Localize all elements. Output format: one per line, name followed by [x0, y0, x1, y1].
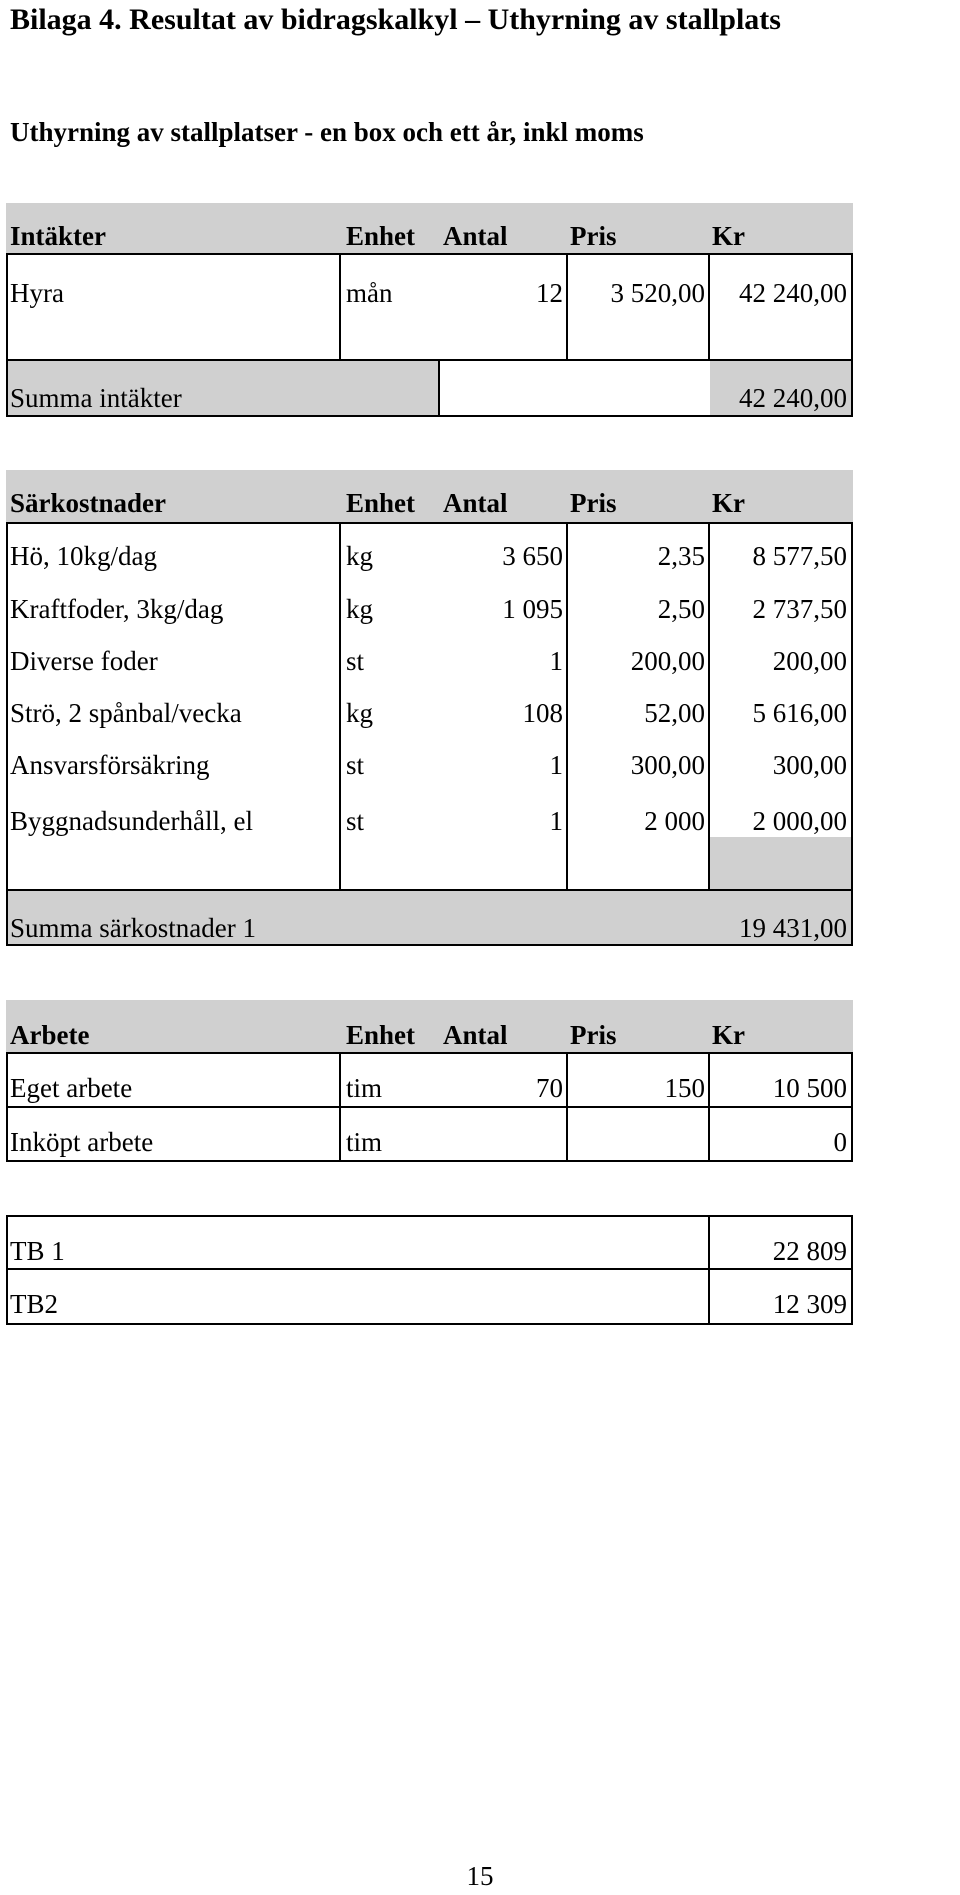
labor-header-kr: Kr	[712, 1020, 745, 1050]
table-row-price: 3 520,00	[610, 278, 705, 308]
table-row-label: Hö, 10kg/dag	[10, 541, 157, 571]
totals-row-divider	[6, 1268, 853, 1270]
table-row-label: Hyra	[10, 278, 64, 308]
table-row-label: Byggnadsunderhåll, el	[10, 806, 253, 836]
table-row-label: Strö, 2 spånbal/vecka	[10, 698, 242, 728]
table-row-label: Ansvarsförsäkring	[10, 750, 210, 780]
income-sum-label: Summa intäkter	[10, 383, 182, 413]
table-row-qty: 3 650	[502, 541, 563, 571]
income-header-qty: Antal	[443, 221, 508, 251]
income-header-price: Pris	[570, 221, 617, 251]
table-row-label: Kraftfoder, 3kg/dag	[10, 594, 224, 624]
table-row-unit: st	[346, 646, 365, 676]
table-row-qty: 1	[549, 750, 563, 780]
income-header-label: Intäkter	[10, 221, 106, 251]
costs-sum-label: Summa särkostnader 1	[10, 913, 256, 943]
costs-col-divider	[339, 522, 341, 890]
tb2-value: 12 309	[772, 1289, 847, 1319]
table-row-unit: st	[346, 806, 365, 836]
table-row-qty: 12	[536, 278, 563, 308]
table-row-qty: 108	[522, 698, 563, 728]
table-row-kr: 42 240,00	[739, 278, 847, 308]
table-row-unit: kg	[346, 594, 373, 624]
table-row-kr: 0	[833, 1127, 847, 1157]
table-row-qty: 1 095	[502, 594, 563, 624]
table-row-kr: 2 000,00	[752, 806, 847, 836]
table-row-kr: 300,00	[772, 750, 847, 780]
table-row-unit: kg	[346, 698, 373, 728]
page-number: 15	[466, 1861, 494, 1891]
income-col-divider	[566, 253, 568, 360]
income-header-unit: Enhet	[346, 221, 416, 251]
table-row-unit: tim	[346, 1127, 383, 1157]
income-col-divider	[708, 253, 710, 360]
table-row-kr: 200,00	[772, 646, 847, 676]
table-row-unit: kg	[346, 541, 373, 571]
labor-header-label: Arbete	[10, 1020, 90, 1050]
table-row-kr: 10 500	[772, 1073, 847, 1103]
income-col-divider	[339, 253, 341, 360]
table-row-price	[570, 1126, 705, 1158]
costs-sum-value: 19 431,00	[739, 913, 847, 943]
document-subtitle: Uthyrning av stallplatser - en box och ett år, inkl moms	[10, 117, 644, 147]
tb1-label: TB 1	[10, 1236, 65, 1266]
costs-header-price: Pris	[570, 488, 617, 518]
table-row-price: 52,00	[644, 698, 705, 728]
labor-header-qty: Antal	[443, 1020, 508, 1050]
table-row-price: 150	[664, 1073, 705, 1103]
table-row-qty: 1	[549, 806, 563, 836]
income-sum-divider	[438, 361, 440, 415]
totals-col-divider	[708, 1215, 710, 1325]
tb1-value: 22 809	[772, 1236, 847, 1266]
table-row-label: Eget arbete	[10, 1073, 133, 1103]
table-row-label: Diverse foder	[10, 646, 158, 676]
costs-header-kr: Kr	[712, 488, 745, 518]
income-header-kr: Kr	[712, 221, 745, 251]
costs-kr-column-band	[710, 837, 851, 889]
table-row-price: 200,00	[630, 646, 705, 676]
table-row-qty: 70	[536, 1073, 563, 1103]
table-row-kr: 2 737,50	[752, 594, 847, 624]
costs-header-qty: Antal	[443, 488, 508, 518]
tb2-label: TB2	[10, 1289, 59, 1319]
costs-header-unit: Enhet	[346, 488, 416, 518]
table-row-label: Inköpt arbete	[10, 1127, 154, 1157]
costs-header-label: Särkostnader	[10, 488, 167, 518]
table-row-unit: st	[346, 750, 365, 780]
labor-header-price: Pris	[570, 1020, 617, 1050]
costs-col-divider	[566, 522, 568, 890]
table-row-qty	[440, 1126, 563, 1158]
income-sum-value: 42 240,00	[739, 383, 847, 413]
table-row-kr: 5 616,00	[752, 698, 847, 728]
labor-row-divider	[6, 1106, 853, 1108]
table-row-price: 2,50	[657, 594, 705, 624]
labor-header-unit: Enhet	[346, 1020, 416, 1050]
table-row-price: 2 000	[644, 806, 705, 836]
table-row-price: 2,35	[657, 541, 705, 571]
table-row-kr: 8 577,50	[752, 541, 847, 571]
document-title: Bilaga 4. Resultat av bidragskalkyl – Uthyrning av stallplats	[10, 3, 781, 36]
costs-col-divider	[708, 522, 710, 890]
table-row-price: 300,00	[630, 750, 705, 780]
table-row-unit: mån	[346, 278, 393, 308]
table-row-qty: 1	[549, 646, 563, 676]
table-row-unit: tim	[346, 1073, 383, 1103]
